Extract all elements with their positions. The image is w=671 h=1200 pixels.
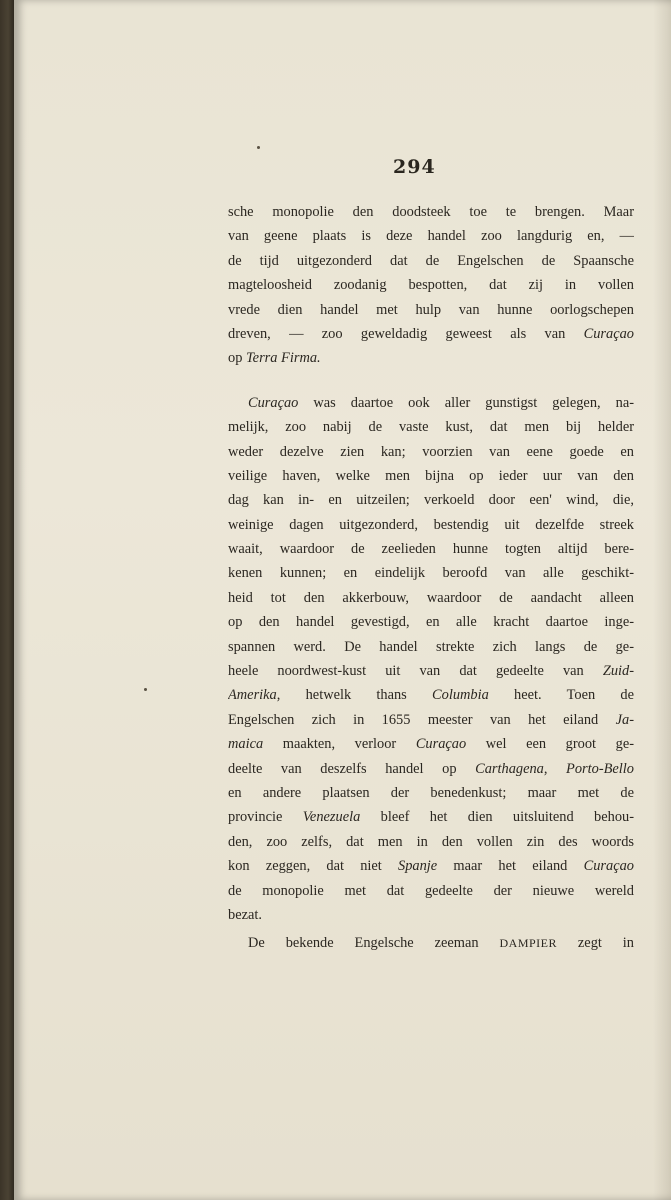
text-line: bezat. (228, 906, 262, 923)
page-number: 294 (393, 156, 436, 178)
text-line: kon zeggen, dat niet Spanje maar het eiland Curaçao (228, 858, 634, 875)
text-line: dreven, — zoo geweldadig geweest als van Curaçao (228, 325, 634, 342)
text-line: de monopolie met dat gedeelte der nieuwe wereld (228, 882, 634, 899)
text-line: Curaçao was daartoe ook aller gunstigst gelegen, na- (248, 394, 634, 411)
text-line: heid tot den akkerbouw, waardoor de aandacht alleen (228, 589, 634, 606)
text-line: de tijd uitgezonderd dat de Engelschen de Spaansche (228, 252, 634, 269)
text-line: op den handel gevestigd, en alle kracht daartoe inge- (228, 614, 634, 631)
text-line: De bekende Engelsche zeeman DAMPIER zegt in (248, 935, 634, 952)
text-line: kenen kunnen; en eindelijk beroofd van alle geschikt- (228, 565, 634, 582)
text-line: sche monopolie den doodsteek toe te brengen. Maar (228, 204, 634, 220)
text-line: en andere plaatsen der benedenkust; maar met de (228, 784, 634, 801)
text-line: waait, waardoor de zeelieden hunne togten altijd bere- (228, 541, 634, 558)
text-line: weder dezelve zien kan; voorzien van eene goede en (228, 443, 634, 460)
paper-speck (257, 146, 260, 149)
text-line: heele noordwest-kust uit van dat gedeelte van Zuid- (228, 663, 634, 680)
text-line: deelte van deszelfs handel op Carthagena, Porto-Bello (228, 760, 634, 777)
text-line: melijk, zoo nabij de vaste kust, dat men bij helder (228, 419, 634, 436)
text-line: magteloosheid zoodanig bespotten, dat zij in vollen (228, 277, 634, 294)
text-line: maica maakten, verloor Curaçao wel een groot ge- (228, 736, 634, 753)
text-line: veilige haven, welke men bijna op ieder uur van den (228, 467, 634, 484)
text-line: provincie Venezuela bleef het dien uitsluitend behou- (228, 809, 634, 826)
text-line: spannen werd. De handel strekte zich langs de ge- (228, 638, 634, 655)
text-line: dag kan in- en uitzeilen; verkoeld door een' wind, die, (228, 492, 634, 509)
text-line: Amerika, hetwelk thans Columbia heet. Toen de (228, 687, 634, 704)
text-line: van geene plaats is deze handel zoo langdurig en, — (228, 228, 634, 245)
body-text (228, 200, 634, 956)
text-line: vrede dien handel met hulp van hunne oorlogschepen (228, 301, 634, 318)
text-line: op Terra Firma. (228, 350, 321, 367)
text-line: den, zoo zelfs, dat men in den vollen zin des woords (228, 833, 634, 850)
paper-speck (144, 688, 147, 691)
text-line: Engelschen zich in 1655 meester van het eiland Ja- (228, 711, 634, 728)
text-line: weinige dagen uitgezonderd, bestendig uit dezelfde streek (228, 516, 634, 533)
